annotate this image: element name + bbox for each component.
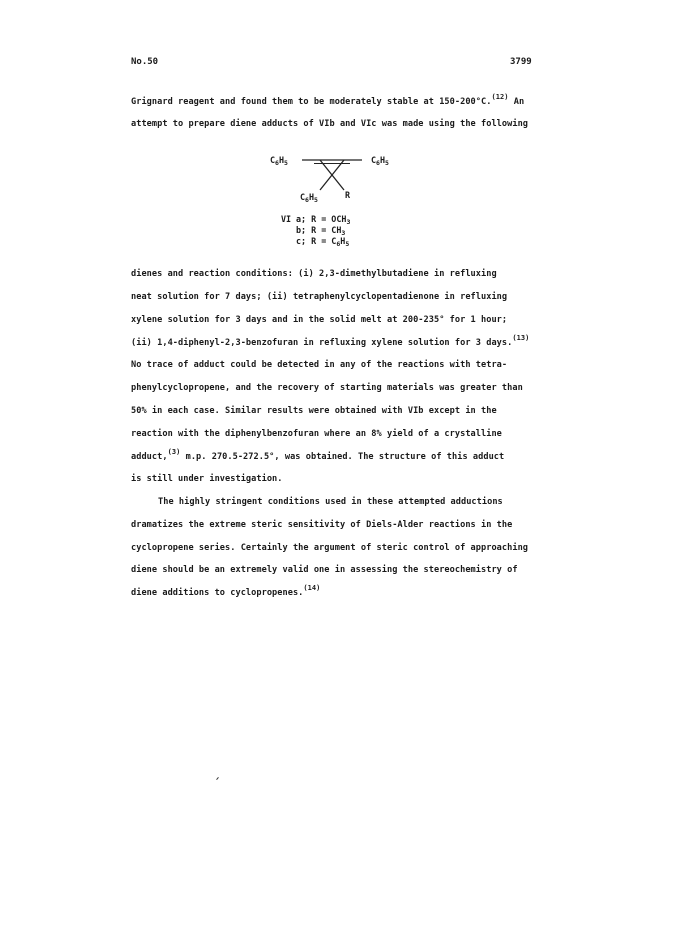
text-line: diene should be an extremely valid one in assessing the stereochemistry of [131, 565, 518, 575]
text-line: dramatizes the extreme steric sensitivity of Diels-Alder reactions in the [131, 520, 513, 530]
text-line: neat solution for 7 days; (ii) tetraphenylcyclopentadienone in refluxing [131, 292, 508, 302]
text-line: is still under investigation. [131, 474, 283, 484]
substituent-bottom-left: $C_6H_5$ [300, 192, 318, 204]
text-line: The highly stringent conditions used in these attempted adductions [158, 497, 503, 507]
cyclopropene-structure [300, 148, 380, 198]
substituent-top-right: $C_6H_5$ [371, 155, 389, 167]
compound-label: VI [281, 214, 292, 224]
text-line: diene additions to cyclopropenes.$^{(14)}$ [131, 584, 321, 598]
text-line: adduct,$^{(3)}$ m.p. 270.5-272.5°, was obtained. The structure of this adduct [131, 448, 505, 462]
text-line: attempt to prepare diene adducts of VIb and VIc was made using the following [131, 119, 529, 129]
variant-c: c; $R = C_6H_5$ [296, 236, 350, 248]
page-number: 3799 [510, 57, 532, 67]
text-line: No trace of adduct could be detected in any of the reactions with tetra- [131, 360, 508, 370]
text-line: reaction with the diphenylbenzofuran where an 8% yield of a crystalline [131, 429, 502, 439]
variant-b: b; $R = CH_3$ [296, 225, 346, 237]
text-line: dienes and reaction conditions: (i) 2,3-dimethylbutadiene in refluxing [131, 269, 497, 279]
text-line: 50% in each case. Similar results were obtained with VIb except in the [131, 406, 497, 416]
text-line: cyclopropene series. Certainly the argument of steric control of approaching [131, 543, 529, 553]
text-line: xylene solution for 3 days and in the solid melt at 200-235° for 1 hour; [131, 315, 508, 325]
stray-mark [216, 777, 219, 780]
text-line: phenylcyclopropene, and the recovery of starting materials was greater than [131, 383, 523, 393]
variant-a: a; $R = OCH_3$ [296, 214, 351, 226]
substituent-r: R [345, 190, 351, 200]
text-line: Grignard reagent and found them to be moderately stable at 150-200°C.$^{(12)}$ An [131, 93, 525, 107]
journal-number: No.50 [131, 57, 159, 67]
text-line: (ii) 1,4-diphenyl-2,3-benzofuran in refluxing xylene solution for 3 days.$^{(13)}$ [131, 334, 530, 348]
substituent-top-left: $C_6H_5$ [270, 155, 288, 167]
